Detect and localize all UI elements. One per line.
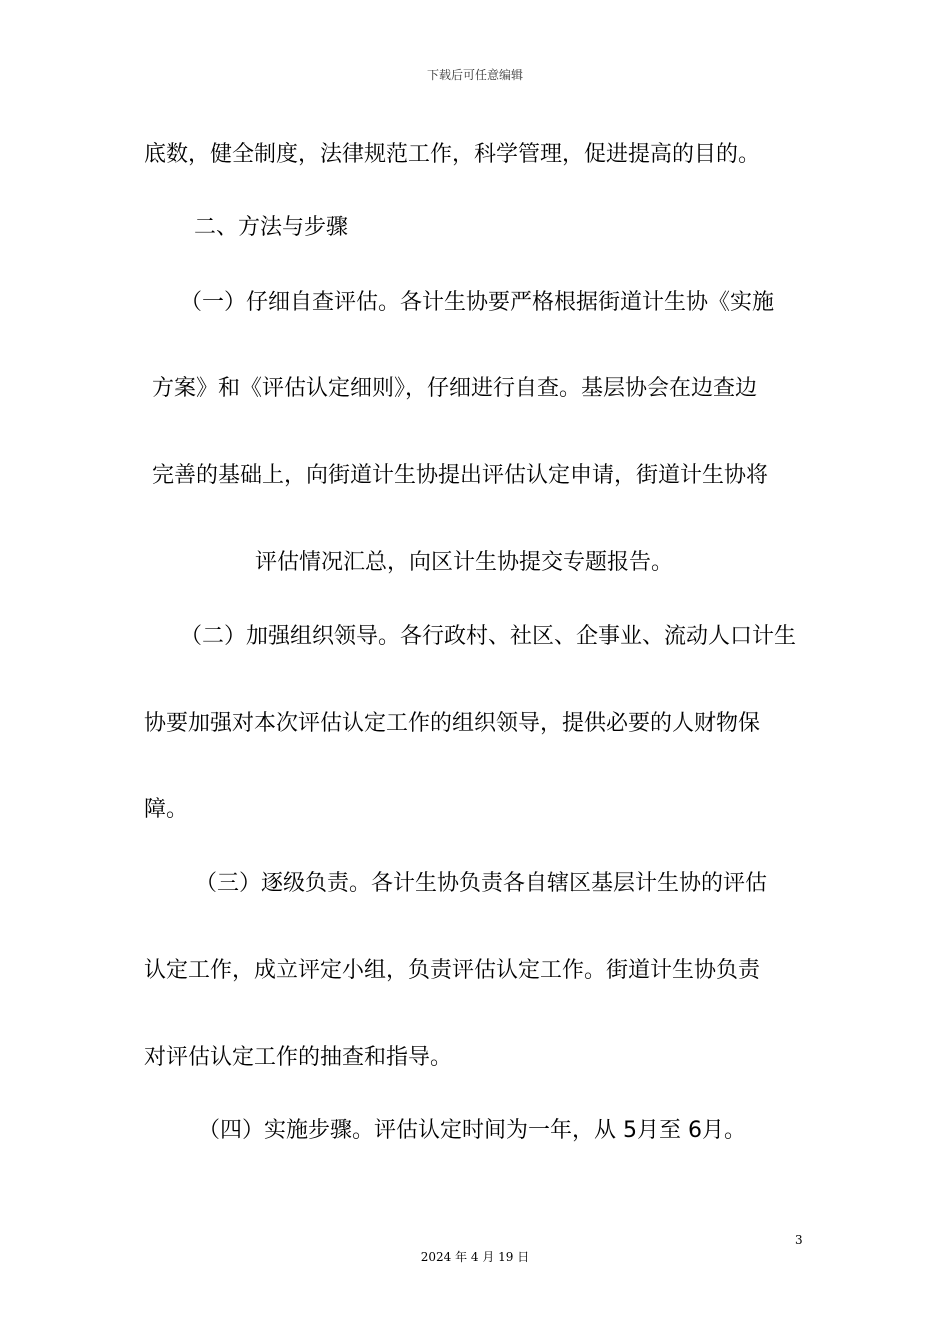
body-line-10: （三）逐级负责。各计生协负责各自辖区基层计生协的评估 xyxy=(195,871,768,896)
body-line-4: 方案》和《评估认定细则》，仔细进行自查。基层协会在边查边 xyxy=(152,376,758,401)
body-line-8: 协要加强对本次评估认定工作的组织领导，提供必要的人财物保 xyxy=(144,711,761,736)
body-line-13: （四）实施步骤。评估认定时间为一年，从 5月至 6月。 xyxy=(198,1118,746,1143)
body-line-1: 底数，健全制度，法律规范工作，科学管理，促进提高的目的。 xyxy=(144,142,761,167)
body-line-6: 评估情况汇总，向区计生协提交专题报告。 xyxy=(255,550,674,575)
section-heading: 二、方法与步骤 xyxy=(194,215,349,240)
page-number: 3 xyxy=(795,1233,803,1247)
body-line-11: 认定工作，成立评定小组，负责评估认定工作。街道计生协负责 xyxy=(144,958,761,983)
body-line-3: （一）仔细自查评估。各计生协要严格根据街道计生协《实施 xyxy=(180,290,775,315)
body-line-12: 对评估认定工作的抽查和指导。 xyxy=(144,1045,453,1070)
body-line-7: （二）加强组织领导。各行政村、社区、企事业、流动人口计生 xyxy=(180,624,797,649)
footer-date: 2024 年 4 月 19 日 xyxy=(420,1250,530,1264)
body-line-5: 完善的基础上，向街道计生协提出评估认定申请，街道计生协将 xyxy=(152,463,769,488)
body-line-9: 障。 xyxy=(144,797,189,822)
page-header: 下载后可任意编辑 xyxy=(426,68,523,82)
